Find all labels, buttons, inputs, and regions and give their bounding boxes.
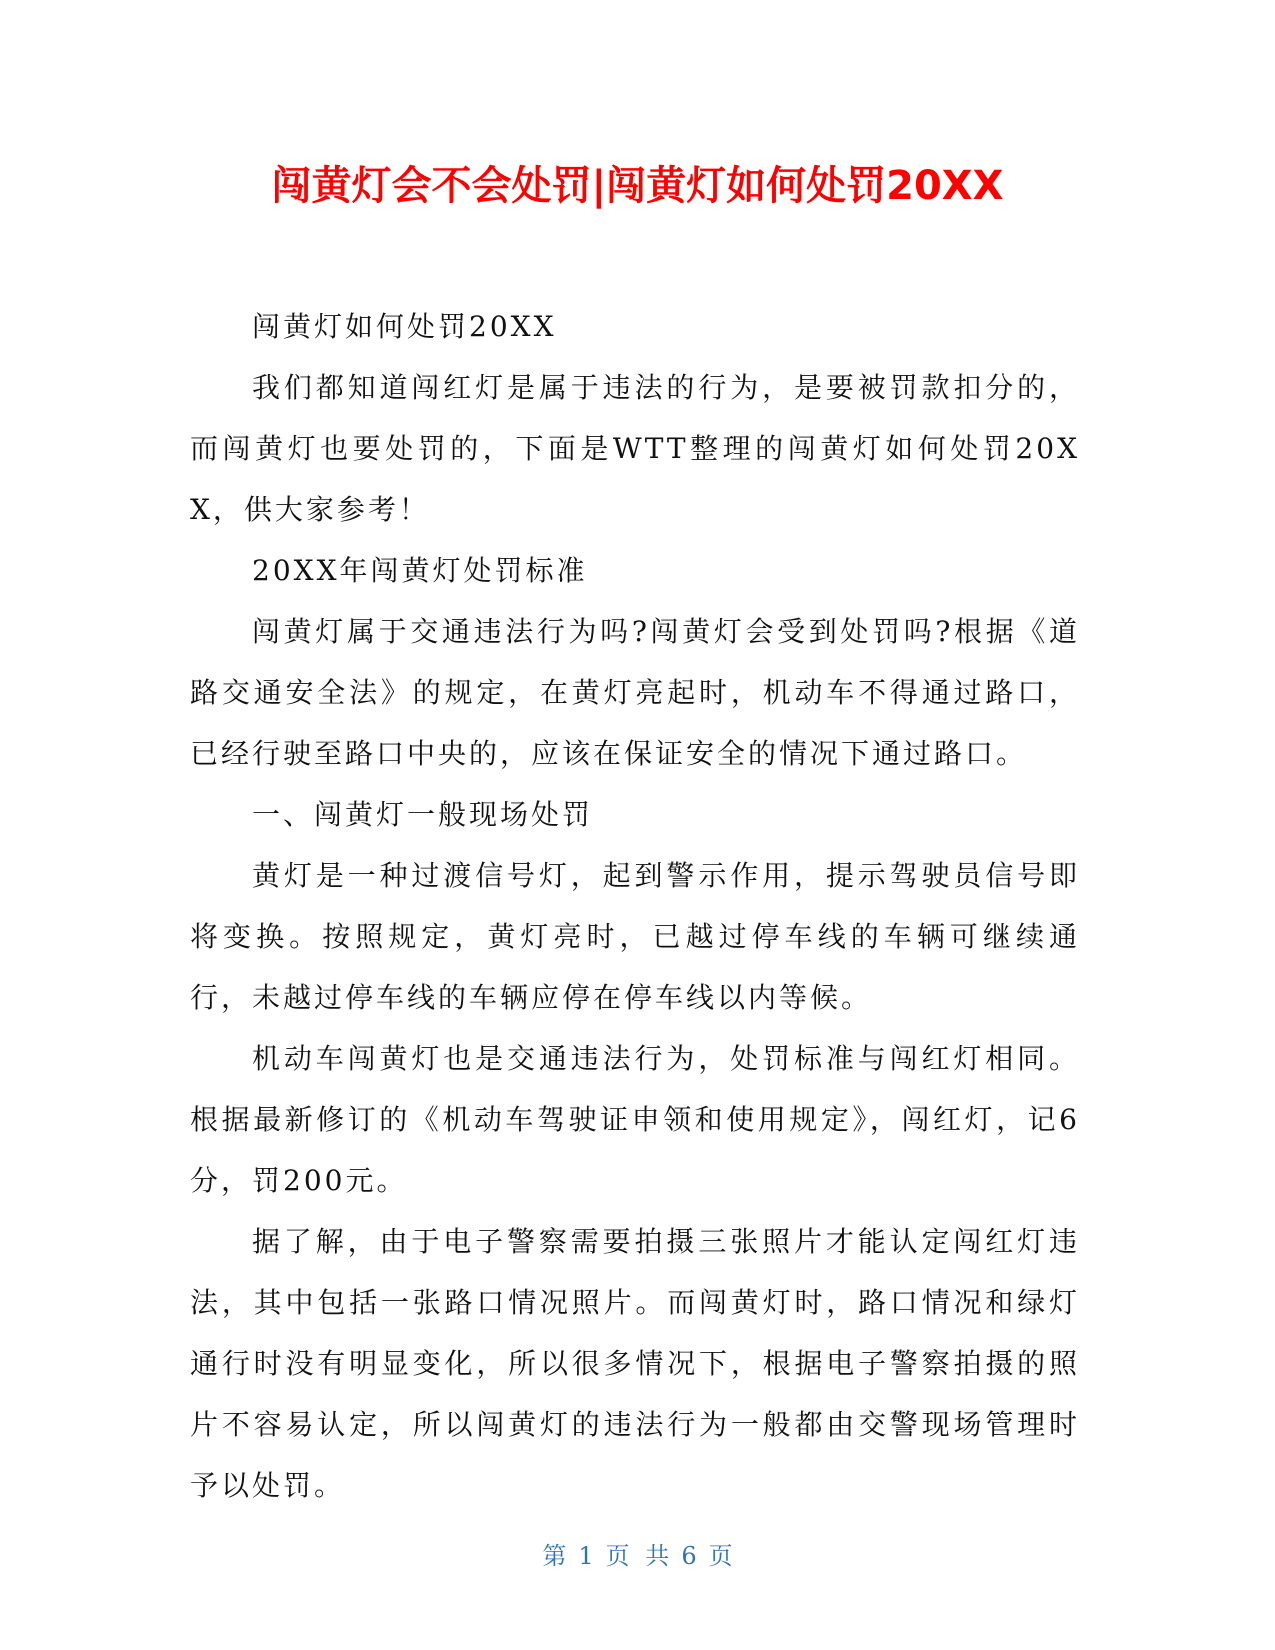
- paragraph-penalty: 机动车闯黄灯也是交通违法行为，处罚标准与闯红灯相同。根据最新修订的《机动车驾驶证申领和使用规定》，闯红灯，记6分，罚200元。: [190, 1042, 1080, 1197]
- footer-page-mid: 页 共: [605, 1542, 670, 1570]
- footer-total-pages: 6: [681, 1542, 697, 1570]
- paragraph-law: 闯黄灯属于交通违法行为吗?闯黄灯会受到处罚吗?根据《道路交通安全法》的规定，在黄灯亮起时，机动车不得通过路口，已经行驶至路口中央的，应该在保证安全的情况下通过路口。: [190, 615, 1080, 770]
- footer-page-prefix: 第: [542, 1542, 567, 1570]
- paragraph-intro: 我们都知道闯红灯是属于违法的行为，是要被罚款扣分的，而闯黄灯也要处罚的，下面是WTT整理的闯黄灯如何处罚20XX，供大家参考！: [190, 371, 1080, 526]
- page-footer: [0, 1540, 1275, 1572]
- footer-page-number: 1: [578, 1542, 594, 1570]
- footer-page-suffix: 页: [708, 1542, 733, 1570]
- paragraph-electronic-police: 据了解，由于电子警察需要拍摄三张照片才能认定闯红灯违法，其中包括一张路口情况照片。而闯黄灯时，路口情况和绿灯通行时没有明显变化，所以很多情况下，根据电子警察拍摄的照片不容易认定，所以闯黄灯的违法行为一般都由交警现场管理时予以处罚。: [190, 1225, 1080, 1502]
- document-title: 闯黄灯会不会处罚|闯黄灯如何处罚20XX: [271, 163, 1004, 209]
- paragraph-heading-one: 一、闯黄灯一般现场处罚: [252, 798, 594, 831]
- paragraph-subtitle: 闯黄灯如何处罚20XX: [252, 310, 557, 343]
- paragraph-yellow-light: 黄灯是一种过渡信号灯，起到警示作用，提示驾驶员信号即将变换。按照规定，黄灯亮时，已越过停车线的车辆可继续通行，未越过停车线的车辆应停在停车线以内等候。: [190, 859, 1080, 1014]
- document-body: [190, 296, 1080, 1516]
- paragraph-heading-standard: 20XX年闯黄灯处罚标准: [252, 554, 588, 587]
